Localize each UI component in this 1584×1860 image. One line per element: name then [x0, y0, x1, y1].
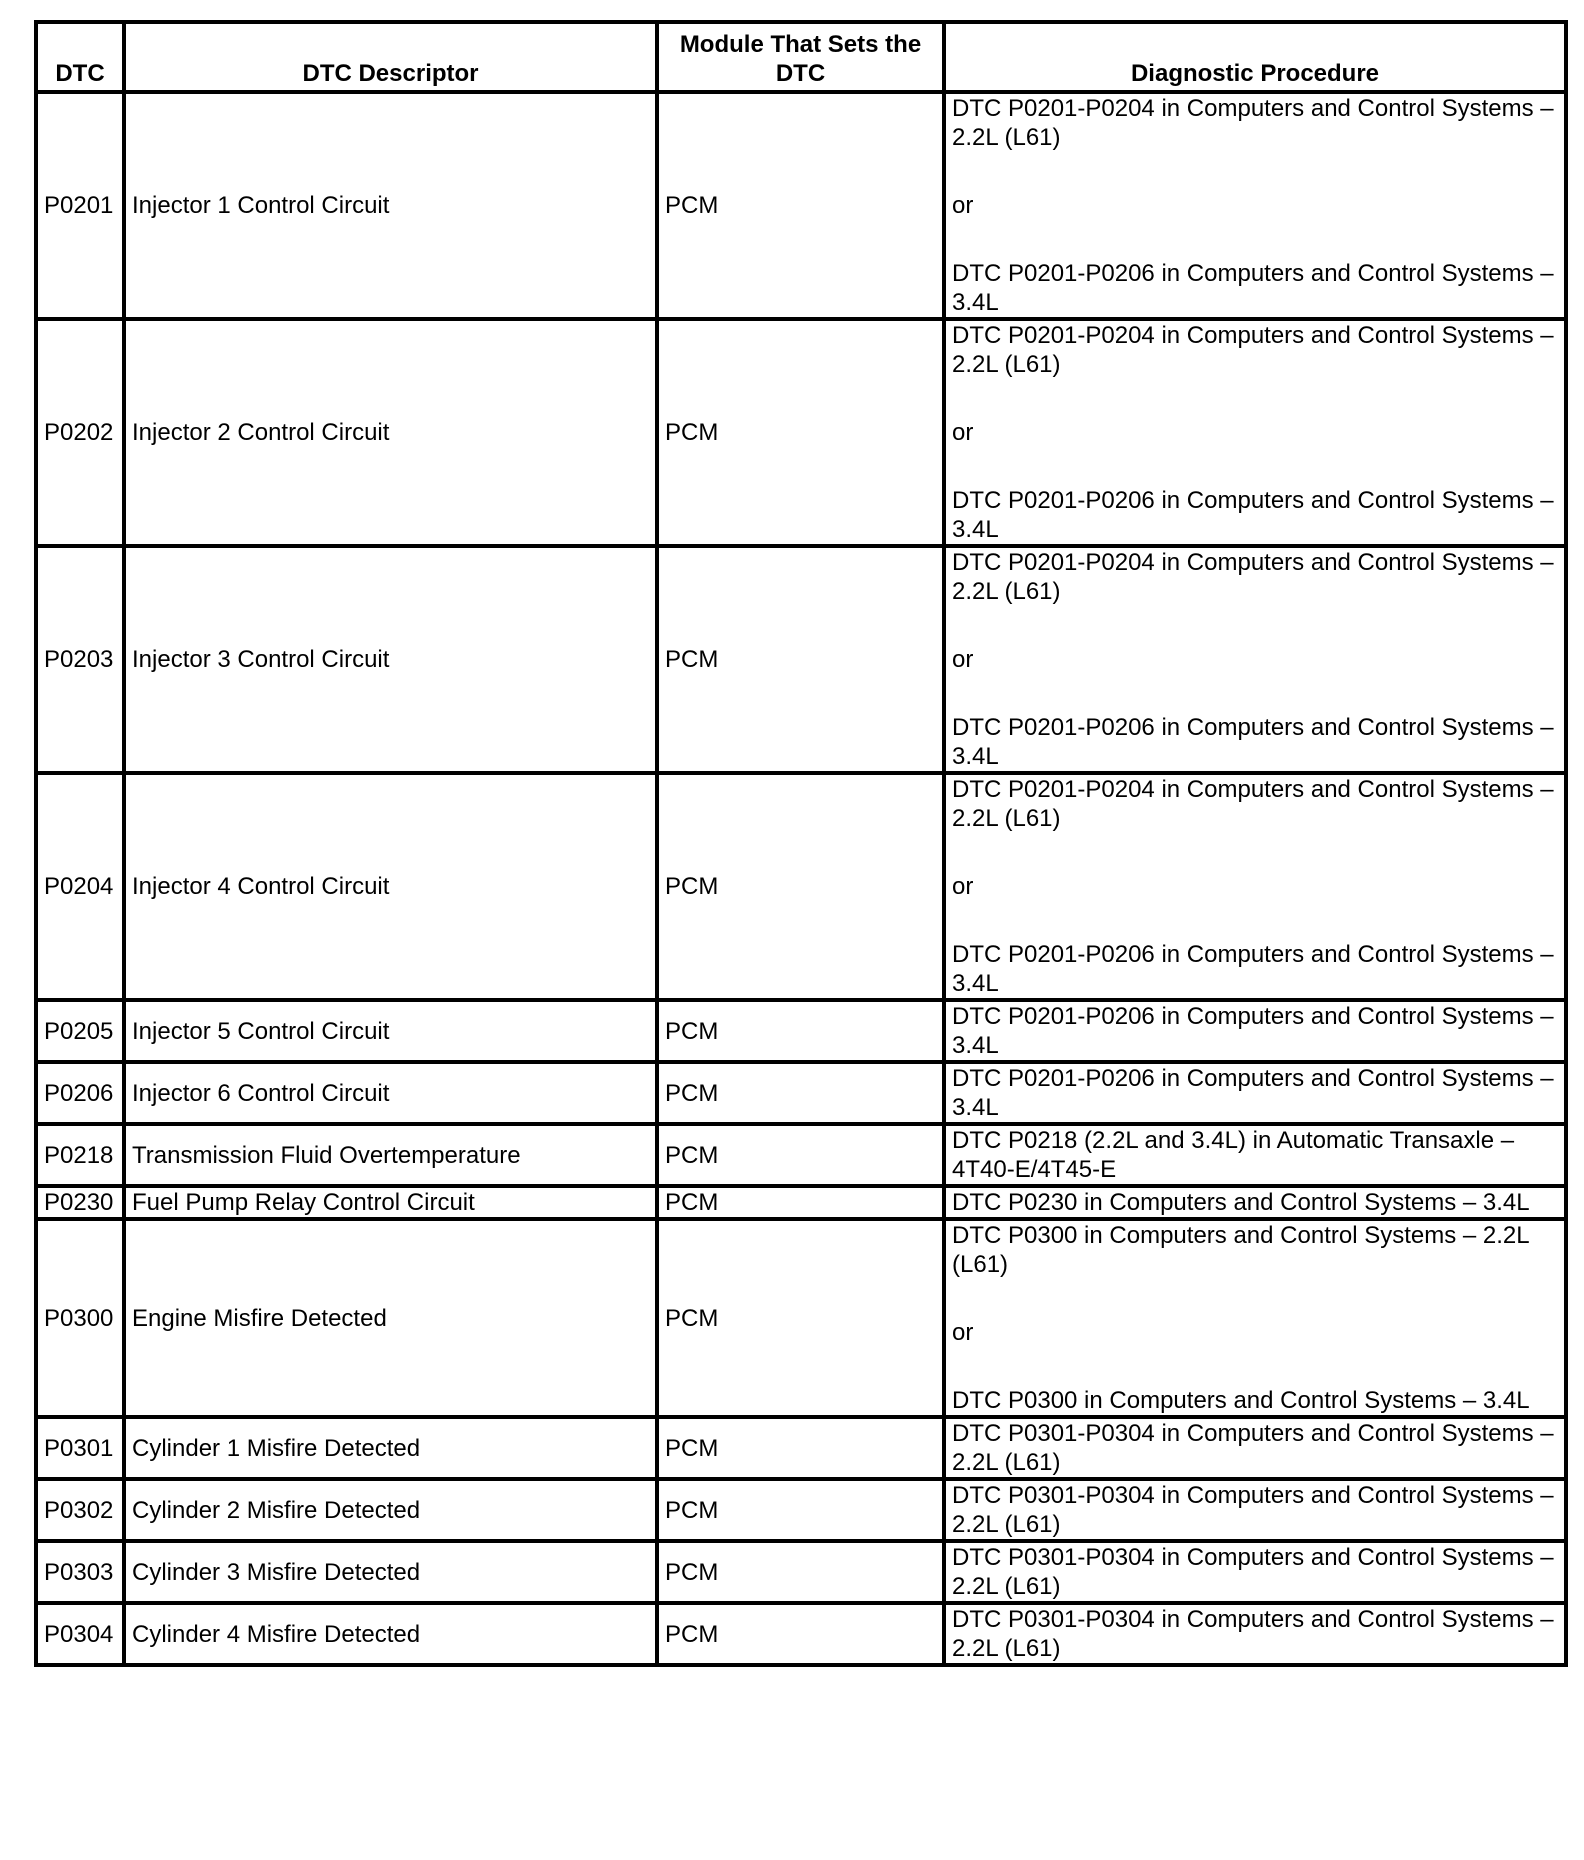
procedure-text: DTC P0201-P0204 in Computers and Control Systems – 2.2L (L61): [952, 776, 1554, 832]
table-row: [36, 1186, 1566, 1219]
dtc-descriptor-cell: Cylinder 2 Misfire Detected: [124, 1479, 657, 1541]
table-row: [36, 1479, 1566, 1541]
diagnostic-procedure-cell: [944, 1124, 1566, 1186]
dtc-code-cell: P0204: [36, 773, 124, 1000]
module-cell: PCM: [657, 546, 944, 773]
procedure-text: DTC P0230 in Computers and Control Systems – 3.4L: [952, 1189, 1530, 1216]
dtc-descriptor-cell: Transmission Fluid Overtemperature: [124, 1124, 657, 1186]
dtc-descriptor-cell: Injector 6 Control Circuit: [124, 1062, 657, 1124]
header-module: Module That Sets the DTC: [657, 22, 944, 92]
module-cell: PCM: [657, 1541, 944, 1603]
dtc-descriptor-cell: Injector 4 Control Circuit: [124, 773, 657, 1000]
procedure-text: DTC P0201-P0206 in Computers and Control Systems – 3.4L: [952, 260, 1554, 316]
module-cell: PCM: [657, 92, 944, 319]
header-descriptor: DTC Descriptor: [124, 22, 657, 92]
dtc-descriptor-cell: Injector 5 Control Circuit: [124, 1000, 657, 1062]
table-row: [36, 1062, 1566, 1124]
procedure-text: DTC P0201-P0204 in Computers and Control Systems – 2.2L (L61): [952, 95, 1554, 151]
diagnostic-procedure-cell: [944, 319, 1566, 546]
table-row: [36, 1000, 1566, 1062]
table-row: [36, 92, 1566, 319]
procedure-text: DTC P0218 (2.2L and 3.4L) in Automatic Transaxle – 4T40-E/4T45-E: [952, 1127, 1515, 1183]
dtc-descriptor-cell: Cylinder 1 Misfire Detected: [124, 1417, 657, 1479]
table-row: [36, 1541, 1566, 1603]
header-procedure: Diagnostic Procedure: [944, 22, 1566, 92]
table-row: [36, 1124, 1566, 1186]
module-cell: PCM: [657, 1000, 944, 1062]
module-cell: PCM: [657, 1062, 944, 1124]
diagnostic-procedure-cell: [944, 1062, 1566, 1124]
module-cell: PCM: [657, 1417, 944, 1479]
dtc-descriptor-cell: Fuel Pump Relay Control Circuit: [124, 1186, 657, 1219]
diagnostic-procedure-cell: [944, 1219, 1566, 1417]
diagnostic-procedure-cell: [944, 1186, 1566, 1219]
dtc-code-cell: P0301: [36, 1417, 124, 1479]
procedure-or-text: or: [952, 646, 974, 673]
dtc-code-cell: P0302: [36, 1479, 124, 1541]
dtc-descriptor-cell: Injector 1 Control Circuit: [124, 92, 657, 319]
diagnostic-procedure-cell: [944, 546, 1566, 773]
procedure-text: DTC P0201-P0206 in Computers and Control Systems – 3.4L: [952, 941, 1554, 997]
procedure-text: DTC P0301-P0304 in Computers and Control Systems – 2.2L (L61): [952, 1420, 1554, 1476]
procedure-text: DTC P0301-P0304 in Computers and Control Systems – 2.2L (L61): [952, 1482, 1554, 1538]
table-body: [36, 92, 1566, 1665]
procedure-or-text: or: [952, 192, 974, 219]
procedure-text: DTC P0201-P0206 in Computers and Control Systems – 3.4L: [952, 1003, 1554, 1059]
module-cell: PCM: [657, 1603, 944, 1665]
procedure-text: DTC P0201-P0206 in Computers and Control Systems – 3.4L: [952, 1065, 1554, 1121]
procedure-text: DTC P0201-P0206 in Computers and Control Systems – 3.4L: [952, 714, 1554, 770]
procedure-text: DTC P0300 in Computers and Control Systems – 3.4L: [952, 1387, 1530, 1414]
diagnostic-procedure-cell: [944, 1479, 1566, 1541]
dtc-code-cell: P0304: [36, 1603, 124, 1665]
table-row: [36, 319, 1566, 546]
procedure-text: DTC P0301-P0304 in Computers and Control Systems – 2.2L (L61): [952, 1606, 1554, 1662]
table-row: [36, 546, 1566, 773]
dtc-code-cell: P0206: [36, 1062, 124, 1124]
dtc-code-cell: P0205: [36, 1000, 124, 1062]
table-row: [36, 773, 1566, 1000]
dtc-code-cell: P0303: [36, 1541, 124, 1603]
dtc-code-cell: P0202: [36, 319, 124, 546]
dtc-descriptor-cell: Engine Misfire Detected: [124, 1219, 657, 1417]
procedure-text: DTC P0301-P0304 in Computers and Control Systems – 2.2L (L61): [952, 1544, 1554, 1600]
procedure-text: DTC P0201-P0204 in Computers and Control Systems – 2.2L (L61): [952, 549, 1554, 605]
module-cell: PCM: [657, 1124, 944, 1186]
module-cell: PCM: [657, 319, 944, 546]
table-row: [36, 1219, 1566, 1417]
procedure-or-text: or: [952, 873, 974, 900]
procedure-text: DTC P0201-P0206 in Computers and Control Systems – 3.4L: [952, 487, 1554, 543]
dtc-code-cell: P0230: [36, 1186, 124, 1219]
table-row: [36, 1417, 1566, 1479]
dtc-descriptor-cell: Injector 2 Control Circuit: [124, 319, 657, 546]
dtc-code-cell: P0218: [36, 1124, 124, 1186]
module-cell: PCM: [657, 1479, 944, 1541]
procedure-text: DTC P0201-P0204 in Computers and Control Systems – 2.2L (L61): [952, 322, 1554, 378]
diagnostic-procedure-cell: [944, 92, 1566, 319]
module-cell: PCM: [657, 1186, 944, 1219]
diagnostic-procedure-cell: [944, 1541, 1566, 1603]
dtc-descriptor-cell: Injector 3 Control Circuit: [124, 546, 657, 773]
header-row: [36, 22, 1566, 92]
dtc-code-cell: P0203: [36, 546, 124, 773]
dtc-descriptor-cell: Cylinder 3 Misfire Detected: [124, 1541, 657, 1603]
module-cell: PCM: [657, 773, 944, 1000]
procedure-text: DTC P0300 in Computers and Control Systems – 2.2L (L61): [952, 1222, 1529, 1278]
procedure-or-text: or: [952, 1319, 974, 1346]
module-cell: PCM: [657, 1219, 944, 1417]
procedure-or-text: or: [952, 419, 974, 446]
table-row: [36, 1603, 1566, 1665]
dtc-descriptor-cell: Cylinder 4 Misfire Detected: [124, 1603, 657, 1665]
diagnostic-procedure-cell: [944, 1417, 1566, 1479]
diagnostic-procedure-cell: [944, 1000, 1566, 1062]
diagnostic-procedure-cell: [944, 1603, 1566, 1665]
diagnostic-procedure-cell: [944, 773, 1566, 1000]
dtc-code-cell: P0201: [36, 92, 124, 319]
dtc-code-cell: P0300: [36, 1219, 124, 1417]
header-dtc: DTC: [36, 22, 124, 92]
dtc-table: [34, 20, 1568, 1667]
